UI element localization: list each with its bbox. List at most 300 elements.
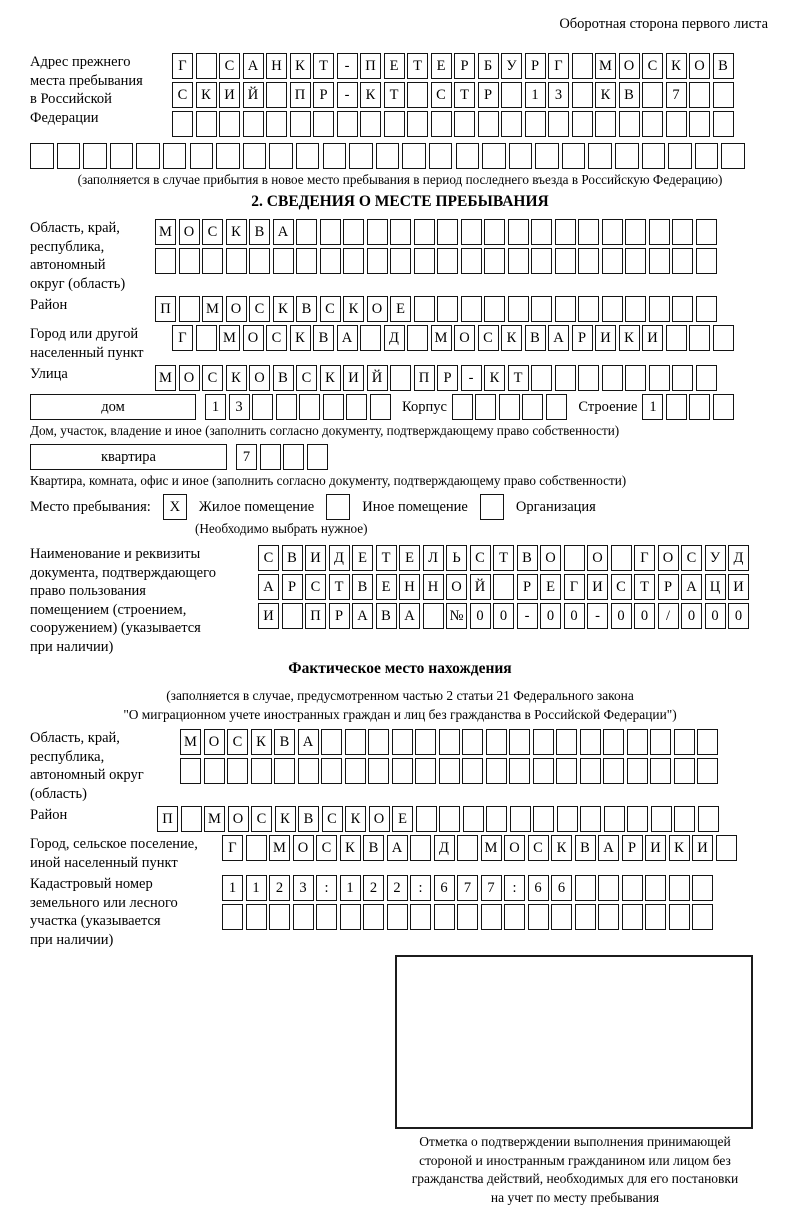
char-box: [575, 904, 596, 930]
char-box: [546, 394, 567, 420]
char-box: К: [340, 835, 361, 861]
char-box: Р: [658, 574, 679, 600]
char-box: В: [298, 806, 319, 832]
char-box: [666, 325, 687, 351]
char-box: [562, 143, 586, 169]
char-box: С: [681, 545, 702, 571]
char-box: [697, 758, 718, 784]
char-box: [672, 219, 693, 245]
char-box: [721, 143, 745, 169]
char-box: В: [713, 53, 734, 79]
char-box: 7: [457, 875, 478, 901]
char-box: [509, 729, 530, 755]
document-row-3: [258, 603, 752, 629]
char-box: [180, 758, 201, 784]
char-box: О: [204, 729, 225, 755]
char-box: [603, 758, 624, 784]
checkbox-organization: [480, 494, 504, 520]
char-box: [493, 574, 514, 600]
char-box: 6: [528, 875, 549, 901]
char-box: [402, 143, 426, 169]
char-box: Л: [423, 545, 444, 571]
apartment-row: [30, 444, 770, 470]
char-box: В: [525, 325, 546, 351]
char-box: [533, 729, 554, 755]
char-box: Р: [478, 82, 499, 108]
char-box: Е: [392, 806, 413, 832]
char-box: [434, 904, 455, 930]
char-box: [622, 875, 643, 901]
char-box: [390, 248, 411, 274]
char-box: [672, 365, 693, 391]
char-box: [462, 729, 483, 755]
char-box: И: [692, 835, 713, 861]
char-box: К: [290, 53, 311, 79]
char-box: 0: [611, 603, 632, 629]
char-box: М: [202, 296, 223, 322]
char-box: А: [298, 729, 319, 755]
char-box: [484, 296, 505, 322]
district-label: Район: [30, 297, 68, 313]
char-box: [216, 143, 240, 169]
char-box: [713, 325, 734, 351]
char-box: [696, 296, 717, 322]
char-box: [572, 82, 593, 108]
char-box: [456, 143, 480, 169]
char-box: 1: [525, 82, 546, 108]
region-row-1: [155, 219, 719, 245]
char-box: [551, 904, 572, 930]
char-box: [246, 904, 267, 930]
char-box: 6: [551, 875, 572, 901]
char-box: И: [343, 365, 364, 391]
char-box: [580, 729, 601, 755]
region-label: Область, край, республика, автономный округ (область): [30, 220, 126, 292]
char-box: С: [227, 729, 248, 755]
char-box: Г: [634, 545, 655, 571]
char-box: [415, 758, 436, 784]
option-residential-label: Жилое помещение: [198, 498, 315, 515]
char-box: [313, 111, 334, 137]
char-box: [555, 296, 576, 322]
char-box: [370, 394, 391, 420]
char-box: [504, 904, 525, 930]
char-box: А: [681, 574, 702, 600]
actual-region-row-1: [180, 729, 721, 755]
char-box: [508, 296, 529, 322]
char-box: С: [316, 835, 337, 861]
char-box: В: [363, 835, 384, 861]
char-box: №: [446, 603, 467, 629]
char-box: А: [273, 219, 294, 245]
char-box: Р: [329, 603, 350, 629]
char-box: [484, 219, 505, 245]
char-box: [387, 904, 408, 930]
char-box: М: [155, 219, 176, 245]
char-box: К: [666, 53, 687, 79]
char-box: [368, 729, 389, 755]
char-box: С: [431, 82, 452, 108]
char-box: [692, 875, 713, 901]
char-box: 7: [666, 82, 687, 108]
char-box: [556, 758, 577, 784]
char-box: [461, 248, 482, 274]
char-box: 0: [564, 603, 585, 629]
char-box: [349, 143, 373, 169]
char-box: 0: [705, 603, 726, 629]
char-box: [649, 219, 670, 245]
char-box: [622, 904, 643, 930]
char-box: [666, 111, 687, 137]
char-box: [689, 394, 710, 420]
char-box: -: [337, 82, 358, 108]
char-box: 7: [481, 875, 502, 901]
char-box: [555, 219, 576, 245]
char-box: К: [669, 835, 690, 861]
char-box: [136, 143, 160, 169]
char-box: Р: [282, 574, 303, 600]
actual-location-note: (заполняется в случае, предусмотренном частью 2 статьи 21 Федерального закона "О миграционном учете иностранных граждан и лиц без гражданства в Российской Федерации"): [123, 688, 677, 722]
char-box: [345, 758, 366, 784]
char-box: [713, 82, 734, 108]
char-box: [696, 219, 717, 245]
street-cells: [155, 365, 719, 391]
street-label: Улица: [30, 366, 68, 382]
char-box: [695, 143, 719, 169]
char-box: 2: [387, 875, 408, 901]
char-box: [316, 904, 337, 930]
char-box: О: [504, 835, 525, 861]
char-box: [650, 729, 671, 755]
prev-address-row-4: [30, 143, 748, 169]
char-box: [296, 143, 320, 169]
char-box: [588, 143, 612, 169]
char-box: [367, 248, 388, 274]
char-box: 2: [269, 875, 290, 901]
char-box: [713, 111, 734, 137]
char-box: [307, 444, 328, 470]
char-box: Й: [243, 82, 264, 108]
char-box: [219, 111, 240, 137]
char-box: [698, 806, 719, 832]
char-box: П: [305, 603, 326, 629]
char-box: И: [728, 574, 749, 600]
section-2-title: 2. СВЕДЕНИЯ О МЕСТЕ ПРЕБЫВАНИЯ: [251, 193, 549, 210]
char-box: Е: [431, 53, 452, 79]
char-box: [625, 365, 646, 391]
char-box: [578, 248, 599, 274]
apartment-type-box: квартира: [30, 444, 227, 470]
char-box: С: [296, 365, 317, 391]
street-row: [30, 365, 770, 391]
char-box: [390, 365, 411, 391]
checkbox-residential: X: [163, 494, 187, 520]
char-box: [179, 248, 200, 274]
char-box: [363, 904, 384, 930]
district-row: [30, 296, 770, 322]
cadastral-row-1: [222, 875, 716, 901]
char-box: [692, 904, 713, 930]
char-box: 7: [236, 444, 257, 470]
house-number-cells: [205, 394, 393, 420]
char-box: О: [454, 325, 475, 351]
char-box: Т: [376, 545, 397, 571]
char-box: [557, 806, 578, 832]
char-box: [376, 143, 400, 169]
char-box: [283, 444, 304, 470]
char-box: [501, 111, 522, 137]
char-box: С: [642, 53, 663, 79]
char-box: [525, 111, 546, 137]
char-box: В: [274, 729, 295, 755]
char-box: О: [367, 296, 388, 322]
char-box: А: [548, 325, 569, 351]
char-box: Й: [470, 574, 491, 600]
char-box: [320, 248, 341, 274]
actual-district-cells: [157, 806, 721, 832]
apartment-number-cells: [236, 444, 330, 470]
char-box: [481, 904, 502, 930]
char-box: [486, 729, 507, 755]
char-box: [407, 325, 428, 351]
char-box: Т: [384, 82, 405, 108]
char-box: А: [399, 603, 420, 629]
char-box: -: [337, 53, 358, 79]
char-box: [509, 758, 530, 784]
char-box: Н: [266, 53, 287, 79]
char-box: [689, 82, 710, 108]
char-box: [414, 248, 435, 274]
char-box: [645, 904, 666, 930]
char-box: [181, 806, 202, 832]
char-box: [572, 53, 593, 79]
char-box: [533, 806, 554, 832]
char-box: И: [587, 574, 608, 600]
char-box: М: [431, 325, 452, 351]
char-box: В: [575, 835, 596, 861]
option-organization-label: Организация: [515, 498, 596, 515]
char-box: [437, 219, 458, 245]
char-box: О: [226, 296, 247, 322]
char-box: А: [387, 835, 408, 861]
char-box: [627, 729, 648, 755]
actual-district-row: [30, 806, 770, 832]
char-box: [482, 143, 506, 169]
char-box: М: [481, 835, 502, 861]
char-box: 0: [540, 603, 561, 629]
char-box: [437, 248, 458, 274]
document-label: Наименование и реквизиты документа, подтверждающего право пользования помещением (строением, сооружением) (указывается при наличии): [30, 546, 216, 655]
char-box: [642, 143, 666, 169]
char-box: Н: [399, 574, 420, 600]
char-box: [163, 143, 187, 169]
char-box: [696, 248, 717, 274]
korpus-cells: [452, 394, 570, 420]
char-box: [603, 729, 624, 755]
char-box: Р: [525, 53, 546, 79]
char-box: С: [202, 365, 223, 391]
char-box: М: [180, 729, 201, 755]
char-box: 1: [642, 394, 663, 420]
char-box: [625, 248, 646, 274]
char-box: [276, 394, 297, 420]
char-box: 3: [293, 875, 314, 901]
char-box: М: [269, 835, 290, 861]
char-box: [296, 219, 317, 245]
stroenie-cells: [642, 394, 736, 420]
char-box: [649, 248, 670, 274]
char-box: [429, 143, 453, 169]
city-row: [30, 325, 770, 362]
char-box: [578, 365, 599, 391]
actual-city-row: [30, 835, 770, 872]
char-box: Т: [407, 53, 428, 79]
char-box: [689, 325, 710, 351]
char-box: [696, 365, 717, 391]
char-box: С: [251, 806, 272, 832]
char-box: У: [501, 53, 522, 79]
char-box: [625, 296, 646, 322]
char-box: [548, 111, 569, 137]
char-box: К: [320, 365, 341, 391]
char-box: [713, 394, 734, 420]
char-box: К: [345, 806, 366, 832]
char-box: [392, 729, 413, 755]
char-box: [266, 82, 287, 108]
char-box: [246, 835, 267, 861]
char-box: В: [296, 296, 317, 322]
prev-address-row-1: [172, 53, 736, 79]
char-box: С: [202, 219, 223, 245]
char-box: [555, 248, 576, 274]
char-box: 1: [246, 875, 267, 901]
char-box: [410, 904, 431, 930]
char-box: [368, 758, 389, 784]
char-box: [346, 394, 367, 420]
char-box: Е: [540, 574, 561, 600]
char-box: К: [484, 365, 505, 391]
char-box: О: [540, 545, 561, 571]
char-box: Т: [508, 365, 529, 391]
char-box: [431, 111, 452, 137]
char-box: [273, 248, 294, 274]
actual-city-cells: [222, 835, 739, 861]
char-box: О: [249, 365, 270, 391]
char-box: [535, 143, 559, 169]
char-box: О: [228, 806, 249, 832]
char-box: С: [528, 835, 549, 861]
char-box: [716, 835, 737, 861]
char-box: [625, 219, 646, 245]
char-box: [463, 806, 484, 832]
char-box: [598, 904, 619, 930]
char-box: [337, 111, 358, 137]
char-box: [486, 806, 507, 832]
char-box: [226, 248, 247, 274]
char-box: [484, 248, 505, 274]
char-box: [407, 82, 428, 108]
char-box: С: [478, 325, 499, 351]
char-box: [243, 111, 264, 137]
char-box: [615, 143, 639, 169]
char-box: П: [157, 806, 178, 832]
char-box: О: [293, 835, 314, 861]
char-box: [508, 248, 529, 274]
char-box: [367, 219, 388, 245]
char-box: [323, 143, 347, 169]
char-box: К: [501, 325, 522, 351]
char-box: [531, 365, 552, 391]
char-box: [461, 219, 482, 245]
char-box: [668, 143, 692, 169]
char-box: [415, 729, 436, 755]
char-box: Е: [390, 296, 411, 322]
char-box: [666, 394, 687, 420]
char-box: [414, 219, 435, 245]
actual-region-block: [30, 729, 770, 803]
char-box: [190, 143, 214, 169]
char-box: Б: [478, 53, 499, 79]
house-type-box: дом: [30, 394, 196, 420]
char-box: [501, 82, 522, 108]
char-box: А: [258, 574, 279, 600]
char-box: А: [243, 53, 264, 79]
char-box: [674, 729, 695, 755]
char-box: К: [226, 365, 247, 391]
char-box: [249, 248, 270, 274]
confirmation-stamp-caption: Отметка о подтверждении выполнения принимающей стороной и иностранным гражданином или лицом без гражданства действий, необходимых для его постановки на учет по месту пребывания: [411, 1134, 739, 1205]
char-box: [323, 394, 344, 420]
char-box: :: [316, 875, 337, 901]
char-box: [478, 111, 499, 137]
char-box: [439, 758, 460, 784]
city-cells: [172, 325, 736, 351]
char-box: [555, 365, 576, 391]
char-box: [595, 111, 616, 137]
char-box: [598, 875, 619, 901]
char-box: К: [226, 219, 247, 245]
char-box: [575, 875, 596, 901]
char-box: [462, 758, 483, 784]
char-box: И: [305, 545, 326, 571]
char-box: [531, 219, 552, 245]
char-box: С: [258, 545, 279, 571]
char-box: :: [504, 875, 525, 901]
char-box: [672, 248, 693, 274]
char-box: Г: [222, 835, 243, 861]
char-box: [252, 394, 273, 420]
char-box: Е: [399, 545, 420, 571]
char-box: [390, 219, 411, 245]
char-box: П: [155, 296, 176, 322]
char-box: [321, 758, 342, 784]
char-box: Р: [517, 574, 538, 600]
char-box: [486, 758, 507, 784]
char-box: [649, 365, 670, 391]
char-box: [669, 875, 690, 901]
char-box: 2: [363, 875, 384, 901]
char-box: [528, 904, 549, 930]
prev-address-note: (заполняется в случае прибытия в новое место пребывания в период последнего въезда в Российскую Федерацию): [77, 172, 723, 187]
document-row-2: [258, 574, 752, 600]
char-box: [282, 603, 303, 629]
char-box: [423, 603, 444, 629]
confirmation-stamp-box: [395, 955, 753, 1129]
checkbox-other-premises: [326, 494, 350, 520]
char-box: [410, 835, 431, 861]
char-box: [531, 248, 552, 274]
previous-address-block: [30, 53, 770, 140]
